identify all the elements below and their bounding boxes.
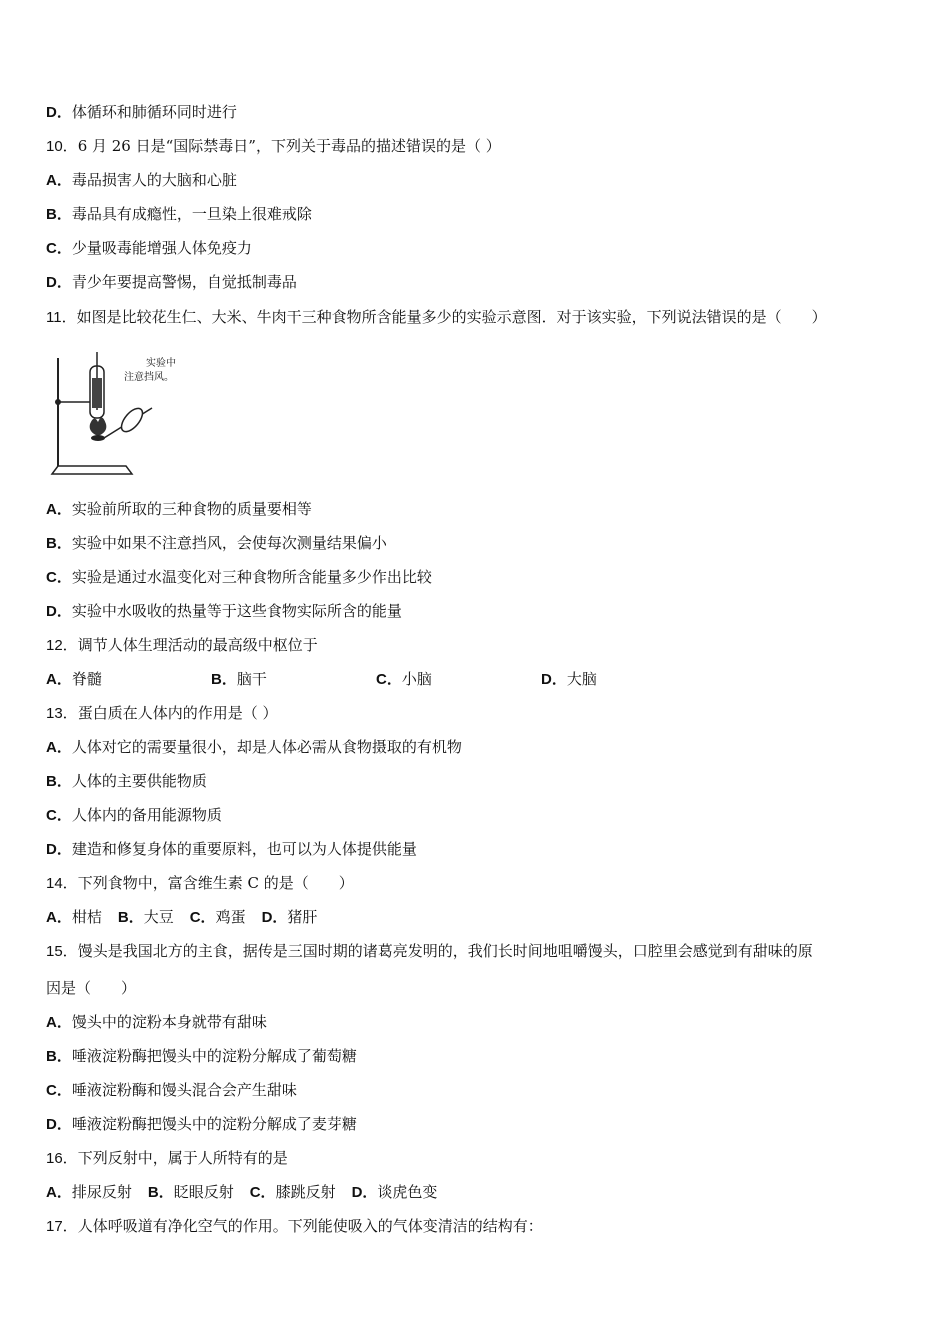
- option-text: 毒品损害人的大脑和心脏: [71, 171, 237, 189]
- option-d-q10: [46, 272, 297, 293]
- option-text: 人体的主要供能物质: [71, 772, 207, 790]
- question-17: [46, 1216, 543, 1237]
- option-b-q15: [46, 1046, 357, 1067]
- question-number: 11．: [46, 309, 77, 326]
- option-text: 实验是通过水温变化对三种食物所含能量多少作出比较: [71, 568, 432, 586]
- question-number: 15．: [46, 943, 78, 960]
- option-text: 毒品具有成瘾性，一旦染上很难戒除: [71, 205, 312, 223]
- option-label: D．: [46, 603, 72, 620]
- question-11: [46, 307, 827, 328]
- option-text: 青少年要提高警惕，自觉抵制毒品: [71, 273, 297, 291]
- q16-option-a: A．排尿反射: [46, 1183, 132, 1201]
- option-label: A．: [46, 172, 72, 189]
- question-text: 如图是比较花生仁、大米、牛肉干三种食物所含能量多少的实验示意图．对于该实验，下列说法错误的是（ ）: [76, 308, 827, 326]
- option-label: A．: [46, 1014, 72, 1031]
- option-label: C．: [46, 807, 72, 824]
- q12-option-d: D．大脑: [541, 670, 597, 688]
- option-c-q13: [46, 805, 222, 826]
- q14-option-a: A．柑桔: [46, 908, 102, 926]
- option-d-q15: [46, 1114, 357, 1135]
- q14-option-b: B．大豆: [117, 908, 174, 926]
- q12-option-a: A．脊髓: [46, 670, 102, 688]
- option-d-q13: [46, 839, 417, 860]
- option-label: B．: [46, 206, 72, 223]
- q16-option-c: C．膝跳反射: [249, 1183, 336, 1201]
- question-text: 下列食物中，富含维生素 C 的是（ ）: [77, 874, 354, 892]
- question-16: [46, 1148, 288, 1169]
- option-text: 少量吸毒能增强人体免疫力: [71, 239, 252, 257]
- q12-option-c: C．小脑: [376, 670, 432, 688]
- question-14: [46, 873, 354, 894]
- option-text: 唾液淀粉酶和馒头混合会产生甜味: [71, 1081, 297, 1099]
- option-a-q11: [46, 499, 312, 520]
- option-label: C．: [46, 240, 72, 257]
- q14-options: [46, 907, 317, 928]
- experiment-figure: [48, 352, 198, 480]
- figure-caption-line2: 注意挡风。: [124, 372, 174, 383]
- question-text: 因是（ ）: [46, 979, 137, 997]
- option-label: D．: [46, 274, 72, 291]
- question-text: 调节人体生理活动的最高级中枢位于: [77, 636, 318, 654]
- option-label: B．: [46, 535, 72, 552]
- question-10: [46, 136, 501, 157]
- option-label: C．: [46, 569, 72, 586]
- q16-option-b: B．眨眼反射: [147, 1183, 234, 1201]
- tube-water: [92, 378, 102, 408]
- option-text: 馒头中的淀粉本身就带有甜味: [71, 1013, 267, 1031]
- option-text: 人体对它的需要量很小，却是人体必需从食物摄取的有机物: [71, 738, 462, 756]
- option-text: 实验前所取的三种食物的质量要相等: [71, 500, 312, 518]
- q12-options: [46, 669, 597, 690]
- option-d-q9: [46, 102, 237, 123]
- option-text: 唾液淀粉酶把馒头中的淀粉分解成了麦芽糖: [71, 1115, 357, 1133]
- q12-option-b: B．脑干: [211, 670, 267, 688]
- option-c-q10: [46, 238, 252, 259]
- question-number: 13．: [46, 705, 78, 722]
- option-text: 实验中如果不注意挡风，会使每次测量结果偏小: [71, 534, 387, 552]
- option-c-q11: [46, 567, 432, 588]
- question-number: 12．: [46, 637, 78, 654]
- food-sample: [91, 435, 105, 441]
- option-label: A．: [46, 739, 72, 756]
- flame: [90, 417, 107, 436]
- cork-disc: [118, 405, 147, 435]
- q16-options: [46, 1182, 437, 1203]
- question-15-continued: [46, 978, 136, 998]
- question-12: [46, 635, 318, 656]
- option-b-q13: [46, 771, 207, 792]
- option-label: D．: [46, 1116, 72, 1133]
- option-b-q11: [46, 533, 387, 554]
- stand-base: [52, 466, 132, 474]
- option-text: 实验中水吸收的热量等于这些食物实际所含的能量: [71, 602, 402, 620]
- option-label: B．: [46, 773, 72, 790]
- option-label: D．: [46, 841, 72, 858]
- option-b-q10: [46, 204, 312, 225]
- question-text: 人体呼吸道有净化空气的作用。下列能使吸入的气体变清洁的结构有：: [77, 1217, 543, 1235]
- q16-option-d: D．谈虎色变: [351, 1183, 438, 1201]
- figure-caption-line1: 实验中: [146, 358, 176, 369]
- option-text: 体循环和肺循环同时进行: [71, 103, 237, 121]
- clamp-knob: [55, 399, 61, 405]
- option-text: 建造和修复身体的重要原料，也可以为人体提供能量: [71, 840, 417, 858]
- question-number: 14．: [46, 875, 78, 892]
- question-text: 馒头是我国北方的主食，据传是三国时期的诸葛亮发明的，我们长时间地咀嚼馒头，口腔里会感觉到有甜味的原: [77, 942, 813, 960]
- option-c-q15: [46, 1080, 297, 1101]
- question-15: [46, 941, 813, 962]
- option-label: B．: [46, 1048, 72, 1065]
- question-text: 6 月 26 日是“国际禁毒日”，下列关于毒品的描述错误的是（ ）: [77, 137, 501, 155]
- option-label: C．: [46, 1082, 72, 1099]
- question-text: 蛋白质在人体内的作用是（ ）: [77, 704, 278, 722]
- option-label: A．: [46, 501, 72, 518]
- option-text: 人体内的备用能源物质: [71, 806, 222, 824]
- question-text: 下列反射中，属于人所特有的是: [77, 1149, 288, 1167]
- option-label: D．: [46, 104, 72, 121]
- option-a-q15: [46, 1012, 267, 1033]
- option-a-q13: [46, 737, 462, 758]
- question-13: [46, 703, 277, 724]
- question-number: 16．: [46, 1150, 78, 1167]
- option-a-q10: [46, 170, 237, 191]
- q14-option-d: D．猪肝: [261, 908, 318, 926]
- q14-option-c: C．鸡蛋: [189, 908, 246, 926]
- option-text: 唾液淀粉酶把馒头中的淀粉分解成了葡萄糖: [71, 1047, 357, 1065]
- question-number: 10．: [46, 138, 78, 155]
- question-number: 17．: [46, 1218, 78, 1235]
- option-d-q11: [46, 601, 402, 622]
